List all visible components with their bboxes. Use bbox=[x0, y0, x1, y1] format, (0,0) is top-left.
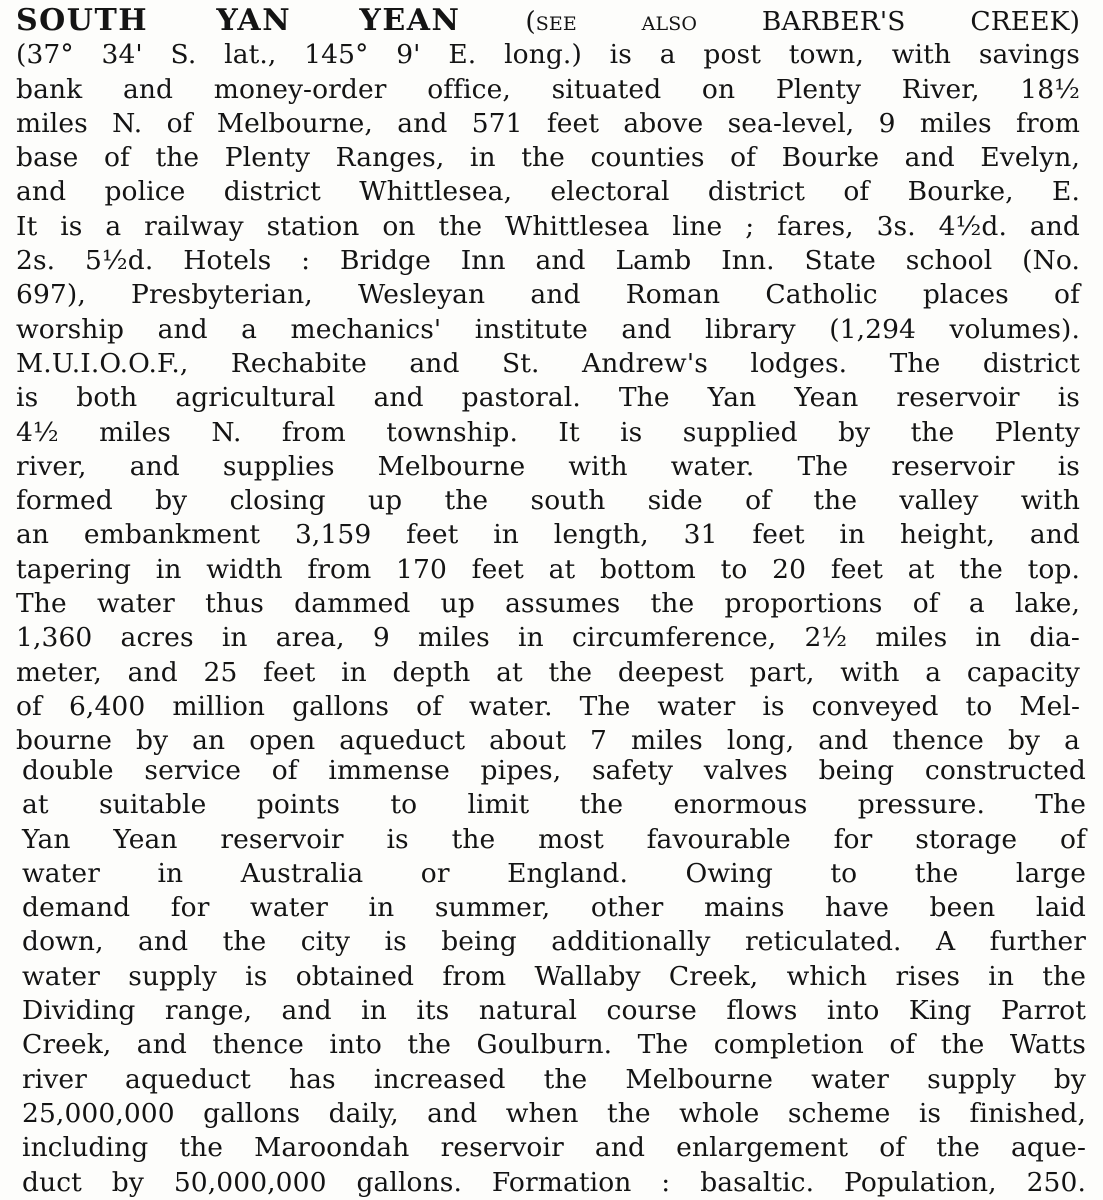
text-line: meter, and 25 feet in depth at the deepest part, with a capacity bbox=[16, 656, 1080, 688]
article-column-lower bbox=[22, 754, 1086, 1200]
text-line: duct by 50,000,000 gallons. Formation : basaltic. Population, 250. bbox=[22, 1166, 1086, 1198]
text-line: bourne by an open aqueduct about 7 miles long, and thence by a bbox=[16, 725, 1080, 757]
text-line: M.U.I.O.O.F., Rechabite and St. Andrew's lodges. The district bbox=[16, 347, 1080, 379]
text-line: tapering in width from 170 feet at bottom to 20 feet at the top. bbox=[16, 553, 1080, 585]
text-line: bank and money-order office, situated on Plenty River, 18½ bbox=[16, 73, 1080, 105]
text-line: of 6,400 million gallons of water. The water is conveyed to Mel- bbox=[16, 690, 1080, 722]
text-line: (37° 34' S. lat., 145° 9' E. long.) is a post town, with savings bbox=[16, 39, 1080, 71]
text-line: 697), Presbyterian, Wesleyan and Roman Catholic places of bbox=[16, 279, 1080, 311]
headword: SOUTH YAN YEAN bbox=[16, 3, 461, 38]
text-line: 25,000,000 gallons daily, and when the whole scheme is finished, bbox=[22, 1097, 1086, 1129]
text-line: water in Australia or England. Owing to the large bbox=[22, 857, 1086, 889]
text-line: including the Maroondah reservoir and enlargement of the aque- bbox=[22, 1132, 1086, 1164]
text-line: miles N. of Melbourne, and 571 feet above sea-level, 9 miles from bbox=[16, 107, 1080, 139]
title-line bbox=[16, 4, 1080, 38]
upper-lines bbox=[16, 38, 1080, 758]
text-line: Yan Yean reservoir is the most favourable for storage of bbox=[22, 823, 1086, 855]
text-line: base of the Plenty Ranges, in the counties of Bourke and Evelyn, bbox=[16, 142, 1080, 174]
text-line: The water thus dammed up assumes the proportions of a lake, bbox=[16, 588, 1080, 620]
text-line: 2s. 5½d. Hotels : Bridge Inn and Lamb Inn. State school (No. bbox=[16, 245, 1080, 277]
text-line: down, and the city is being additionally reticulated. A further bbox=[22, 926, 1086, 958]
text-line: an embankment 3,159 feet in length, 31 feet in height, and bbox=[16, 519, 1080, 551]
text-line: double service of immense pipes, safety valves being constructed bbox=[22, 755, 1086, 786]
text-line: river, and supplies Melbourne with water. The reservoir is bbox=[16, 450, 1080, 482]
text-line: It is a railway station on the Whittlesea line ; fares, 3s. 4½d. and bbox=[16, 210, 1080, 242]
text-line: at suitable points to limit the enormous pressure. The bbox=[22, 789, 1086, 821]
text-line: 4½ miles N. from township. It is supplied by the Plenty bbox=[16, 416, 1080, 448]
cross-reference: (see also BARBER'S CREEK) bbox=[525, 6, 1081, 37]
text-line: 1,360 acres in area, 9 miles in circumference, 2½ miles in dia- bbox=[16, 622, 1080, 654]
text-line: water supply is obtained from Wallaby Creek, which rises in the bbox=[22, 960, 1086, 992]
text-line: river aqueduct has increased the Melbourne water supply by bbox=[22, 1063, 1086, 1095]
lower-lines bbox=[22, 754, 1086, 1200]
text-line: is both agricultural and pastoral. The Yan Yean reservoir is bbox=[16, 382, 1080, 414]
text-line: and police district Whittlesea, electoral district of Bourke, E. bbox=[16, 176, 1080, 208]
text-line: demand for water in summer, other mains have been laid bbox=[22, 892, 1086, 924]
text-line: formed by closing up the south side of the valley with bbox=[16, 485, 1080, 517]
text-line: worship and a mechanics' institute and library (1,294 volumes). bbox=[16, 313, 1080, 345]
text-line: Dividing range, and in its natural course flows into King Parrot bbox=[22, 995, 1086, 1027]
text-line: Creek, and thence into the Goulburn. The completion of the Watts bbox=[22, 1029, 1086, 1061]
article-column-upper bbox=[16, 4, 1080, 759]
